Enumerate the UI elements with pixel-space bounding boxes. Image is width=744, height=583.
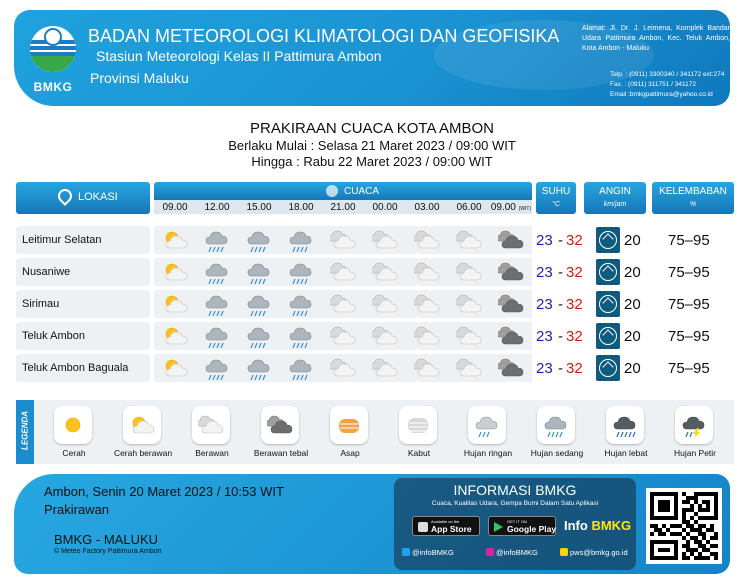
rain-moderate-icon [204,324,230,348]
wind-speed: 20 [624,296,641,313]
temp-max: 32 [566,360,583,377]
time-slots [154,200,532,214]
partly-cloudy-icon [129,413,155,437]
time-slot: 15.00 [246,202,272,213]
sunny-icon [60,413,86,437]
thermometer-icon: °C [552,201,560,208]
table-header [16,182,734,214]
partly-cloudy-icon [162,324,188,348]
location-cell: Teluk Ambon Baguala [16,354,150,382]
phone-text: Telp. : (0911) 3300340 / 341172 ext:274 [610,71,725,78]
instagram-icon [486,548,494,556]
cloudy-icon [456,260,482,284]
bmkg-logo [24,20,82,96]
rain-moderate-icon [246,228,272,252]
overcast-icon [498,228,524,252]
cloudy-icon [456,356,482,380]
temp-max: 32 [566,264,583,281]
legend-label: Berawan tebal [253,448,309,458]
office-name: BMKG - MALUKU [54,532,159,547]
humidity-value: 75–95 [668,296,710,313]
footer [14,474,730,574]
humidity-value: 75–95 [668,264,710,281]
valid-from: Berlaku Mulai : Selasa 21 Maret 2023 / 09:00 WIT [228,138,516,153]
info-title: INFORMASI BMKG [453,482,577,498]
legend [16,400,734,464]
cloudy-icon [414,324,440,348]
temp-min: 23 [536,296,553,313]
humidity-icon: % [689,201,697,208]
rain-light-icon [474,413,500,437]
wind-direction-icon [596,323,620,349]
wind-direction-icon [596,227,620,253]
rain-moderate-icon [288,324,314,348]
time-slot: 03.00 [414,202,440,213]
header-banner [14,10,730,106]
app-name: Info BMKG [564,518,632,533]
cloudy-icon [372,292,398,316]
email-contact[interactable]: pws@bmkg.go.id [560,548,628,557]
time-slot: 00.00 [372,202,398,213]
legend-label: Hujan sedang [530,448,584,458]
rain-moderate-icon [204,228,230,252]
wind-direction-icon [596,291,620,317]
cloudy-icon [414,356,440,380]
station-name: Stasiun Meteorologi Kelas II Pattimura Ambon [96,48,382,64]
rain-moderate-icon [246,292,272,316]
legend-item [38,404,110,462]
haze-icon [336,413,362,437]
rain-moderate-icon [204,292,230,316]
twitter-handle[interactable]: @infoBMKG [402,548,454,557]
fax-text: Fax. : (0911) 311751 / 341172 [610,81,697,88]
cloudy-icon [456,292,482,316]
apple-icon [418,522,428,532]
rain-moderate-icon [246,356,272,380]
legend-label: Berawan [195,448,229,458]
partly-cloudy-icon [162,356,188,380]
legend-label: Hujan lebat [604,448,648,458]
location-cell: Leitimur Selatan [16,226,150,254]
cloudy-icon [330,260,356,284]
rain-moderate-icon [288,228,314,252]
temperature-cell: 23 - 32 [536,360,583,377]
fog-icon [405,413,431,437]
location-cell: Sirimau [16,290,150,318]
qr-code [646,488,722,564]
legend-item [659,404,731,462]
weather-cells [154,226,532,254]
cloudy-icon [372,228,398,252]
rain-moderate-icon [246,324,272,348]
weather-icon [326,185,338,197]
temperature-cell: 23 - 32 [536,232,583,249]
time-slot: 18.00 [288,202,314,213]
page-title: PRAKIRAAN CUACA KOTA AMBON [250,120,494,137]
legend-side-label: LEGENDA [16,400,34,464]
rain-moderate-icon [204,356,230,380]
temp-min: 23 [536,360,553,377]
wind-direction-icon [596,355,620,381]
wind-speed: 20 [624,232,641,249]
mail-icon [560,548,568,556]
cloudy-icon [330,292,356,316]
wind-icon: km/jam [603,201,627,208]
location-cell: Nusaniwe [16,258,150,286]
humidity-value: 75–95 [668,328,710,345]
col-wind-header: ANGIN km/jam [584,182,646,214]
weather-cells [154,258,532,286]
partly-cloudy-icon [162,260,188,284]
cloudy-icon [330,356,356,380]
wind-cell [596,290,654,318]
location-pin-icon [55,186,75,206]
thunderstorm-icon [681,413,707,437]
wind-cell [596,322,654,350]
legend-item [176,404,248,462]
copyright: © Meteo Factory Pattimura Ambon [54,548,162,555]
cloudy-icon [330,324,356,348]
cloudy-icon [414,292,440,316]
overcast-icon [498,356,524,380]
rain-heavy-icon [612,413,638,437]
temp-min: 23 [536,264,553,281]
time-slot: 12.00 [204,202,230,213]
humidity-value: 75–95 [668,360,710,377]
table-row [16,258,734,286]
forecaster-label: Prakirawan [44,502,110,517]
info-panel [394,478,636,570]
partly-cloudy-icon [162,228,188,252]
col-weather-header: CUACA 09.00 12.00 15.00 18.00 21.00 00.00 03.00 06.00 09.00 (WIT) [154,182,532,214]
cloudy-icon [198,413,224,437]
humidity-value: 75–95 [668,232,710,249]
weather-cells [154,322,532,350]
col-location-header: LOKASI [16,182,150,214]
table-row [16,354,734,382]
temp-min: 23 [536,232,553,249]
col-humidity-header: KELEMBABAN % [652,182,734,214]
temp-min: 23 [536,328,553,345]
legend-item [590,404,662,462]
wind-direction-icon [596,259,620,285]
cloudy-icon [372,260,398,284]
overcast-icon [498,324,524,348]
google-play-badge[interactable]: GET IT ON Google Play [488,516,556,536]
legend-label: Cerah berawan [113,448,173,458]
valid-to: Hingga : Rabu 22 Maret 2023 / 09:00 WIT [251,154,493,169]
cloudy-icon [456,324,482,348]
rain-moderate-icon [288,292,314,316]
province-name: Provinsi Maluku [90,70,189,86]
temperature-cell: 23 - 32 [536,264,583,281]
rain-moderate-icon [246,260,272,284]
office-contact [610,70,730,100]
office-address: Alamat: Jl. Dr. J. Leimena, Komplek Bandar Udara Pattimura Ambon, Kec. Teluk Ambon, Kota Ambon - Maluku [582,25,730,52]
legend-label: Hujan Petir [673,448,717,458]
wind-speed: 20 [624,328,641,345]
overcast-icon [498,292,524,316]
temp-max: 32 [566,232,583,249]
logo-text: BMKG [33,80,73,94]
weather-cells [154,290,532,318]
legend-label: Cerah [62,448,86,458]
col-temp-header: SUHU °C [536,182,576,214]
cloudy-icon [414,260,440,284]
table-row [16,290,734,318]
twitter-icon [402,548,410,556]
email-text: Email :bmkgpattimura@yahoo.co.id [610,91,713,98]
wind-speed: 20 [624,360,641,377]
cloudy-icon [330,228,356,252]
wind-cell [596,226,654,254]
rain-moderate-icon [288,260,314,284]
info-subtitle: Cuaca, Kualitas Udara, Gempa Bumi Dalam Satu Aplikasi [431,500,599,507]
wind-cell [596,258,654,286]
legend-label: Hujan ringan [463,448,513,458]
time-slot: 21.00 [330,202,356,213]
cloudy-icon [372,356,398,380]
temperature-cell: 23 - 32 [536,328,583,345]
org-name: BADAN METEOROLOGI KLIMATOLOGI DAN GEOFISIKA [88,26,560,46]
legend-item [383,404,455,462]
table-row [16,322,734,350]
time-slot: 09.00 [162,202,188,213]
issued-date: Ambon, Senin 20 Maret 2023 / 10:53 WIT [44,484,284,499]
cloudy-icon [414,228,440,252]
legend-item [521,404,593,462]
table-row [16,226,734,254]
temperature-cell: 23 - 32 [536,296,583,313]
time-slot: 06.00 [456,202,482,213]
legend-label: Kabut [407,448,431,458]
time-slot: 09.00 (WIT) [490,202,532,213]
temp-max: 32 [566,296,583,313]
legend-item [314,404,386,462]
legend-label: Asap [340,448,360,458]
overcast-icon [267,413,293,437]
google-play-icon [494,522,503,532]
instagram-handle[interactable]: @infoBMKG [486,548,538,557]
legend-item [245,404,317,462]
wind-speed: 20 [624,264,641,281]
time-zone-suffix: (WIT) [518,206,532,212]
legend-item [107,404,179,462]
app-store-badge[interactable]: Available on the App Store [412,516,480,536]
rain-moderate-icon [543,413,569,437]
cloudy-icon [372,324,398,348]
wind-cell [596,354,654,382]
weather-cells [154,354,532,382]
rain-moderate-icon [288,356,314,380]
temp-max: 32 [566,328,583,345]
cloudy-icon [456,228,482,252]
location-cell: Teluk Ambon [16,322,150,350]
rain-moderate-icon [204,260,230,284]
legend-item [452,404,524,462]
overcast-icon [498,260,524,284]
partly-cloudy-icon [162,292,188,316]
